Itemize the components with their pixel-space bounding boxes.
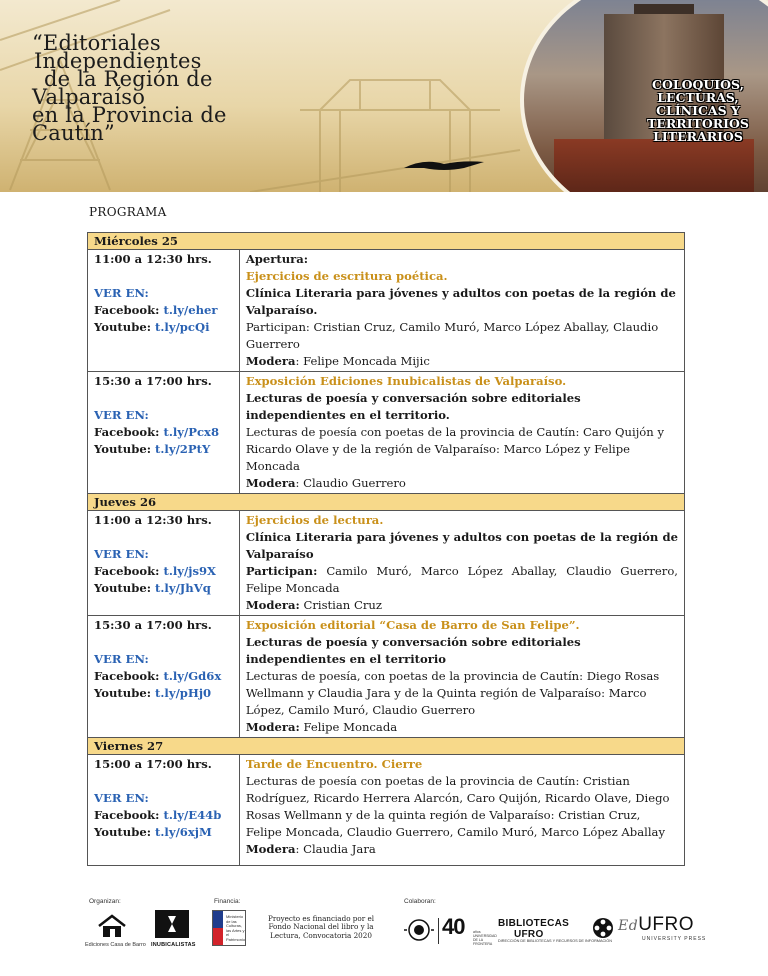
organizan-label: Organizan: [89, 898, 121, 905]
title-line: en la Provincia de [32, 103, 227, 127]
title-line: “Editoriales [32, 31, 161, 55]
title-line: Independientes [34, 49, 202, 73]
ufro-press-logo [618, 914, 694, 936]
ver-en-label: VER EN: [94, 547, 149, 561]
session-time-cell [88, 511, 240, 616]
bibliotecas-ufro-logo [498, 918, 569, 940]
facebook-label: Facebook: [94, 808, 160, 822]
moderator-name: Felipe Moncada [299, 720, 398, 734]
session-time: 15:00 a 17:00 hrs. [94, 757, 212, 771]
moderator-name: : Claudia Jara [295, 842, 376, 856]
facebook-link[interactable]: t.ly/E44b [163, 808, 222, 822]
session-participants: Lecturas de poesía, con poetas de la provincia de Cautín: Diego Rosas Wellmann y Claudia Jara y de la Quinta región de Valparaíso: Marco López, Camilo Muró, Claudio Guerrero [245, 669, 660, 717]
photo-caption-line: TERRITORIOS [647, 116, 749, 131]
day-label: Viernes 27 [88, 738, 685, 755]
photo-caption-line: CLÍNICAS Y [656, 103, 740, 118]
photo-caption [640, 78, 756, 143]
session-time-cell [88, 616, 240, 738]
bibliotecas-caption: DIRECCIÓN DE BIBLIOTECAS Y RECURSOS DE INFORMACIÓN [498, 939, 612, 943]
ver-en-label: VER EN: [94, 286, 149, 300]
bibliotecas-line: BIBLIOTECAS [498, 918, 570, 929]
table-row [88, 372, 685, 494]
session-participants: Participan: Cristian Cruz, Camilo Muró, Marco López Aballay, Claudio Guerrero [245, 320, 659, 351]
session-event: Exposición Ediciones Inubicalistas de Valparaíso. [245, 374, 567, 388]
moderator-label: Modera [245, 842, 296, 856]
inubicalistas-caption: INUBICALISTAS [151, 942, 196, 948]
colaboran-label: Colaboran: [404, 898, 436, 905]
day-row [88, 738, 685, 755]
funding-note: Proyecto es financiado por el Fondo Nacional del libro y la Lectura, Convocatoria 2020 [267, 914, 375, 940]
footer-logos [0, 890, 768, 976]
day-row [88, 494, 685, 511]
session-subtitle: Lecturas de poesía y conversación sobre editoriales independientes en el territorio. [245, 391, 581, 422]
facebook-label: Facebook: [94, 669, 160, 683]
programa-label: PROGRAMA [89, 205, 167, 219]
youtube-label: Youtube: [94, 320, 151, 334]
photo-caption-line: LECTURAS, [657, 90, 739, 105]
facebook-link[interactable]: t.ly/js9X [163, 564, 217, 578]
session-heading: Apertura: [245, 252, 309, 266]
cuarenta-anos-caption: años UNIVERSIDAD DE LA FRONTERA [473, 930, 497, 946]
ed-prefix: Ed [618, 918, 639, 934]
ver-en-label: VER EN: [94, 791, 149, 805]
cuarenta-anos-logo: 40 [442, 914, 465, 939]
table-row [88, 511, 685, 616]
moderator-name: : Claudio Guerrero [295, 476, 406, 490]
event-title [32, 31, 332, 145]
ufro-name: UFRO [638, 914, 695, 935]
table-row [88, 616, 685, 738]
bibliotecas-line: UFRO [514, 929, 544, 940]
moderator-name: : Felipe Moncada Mijic [295, 354, 430, 368]
session-event: Ejercicios de escritura poética. [245, 269, 448, 283]
youtube-label: Youtube: [94, 825, 151, 839]
session-participants: Lecturas de poesía con poetas de la provincia de Cautín: Cristian Rodríguez, Ricardo Herrera Alarcón, Caro Quijón, Ricardo Olave, Diego Rosas Wellmann y de la quinta región de Valparaíso: Cristian Cruz, Felipe Moncada, Claudio Guerrero, Camilo Muró, Marco López Aballay [245, 774, 670, 839]
session-detail-cell [239, 511, 684, 616]
facebook-link[interactable]: t.ly/eher [163, 303, 218, 317]
flying-figure-icon [404, 156, 484, 172]
ver-en-label: VER EN: [94, 408, 149, 422]
session-detail-cell [239, 755, 684, 866]
session-time-cell [88, 250, 240, 372]
session-detail-cell [239, 616, 684, 738]
session-event: Tarde de Encuentro. Cierre [245, 757, 423, 771]
casa-de-barro-logo-icon [97, 914, 127, 938]
moderator-name: Cristian Cruz [299, 598, 382, 612]
youtube-link[interactable]: t.ly/JhVq [155, 581, 211, 595]
ufro-press-icon [592, 917, 614, 939]
participants-label: Participan: [245, 564, 318, 578]
session-subtitle: Lecturas de poesía y conversación sobre editoriales independientes en el territorio [245, 635, 581, 666]
session-time-cell [88, 755, 240, 866]
title-line: Valparaíso [32, 85, 146, 109]
session-event: Ejercicios de lectura. [245, 513, 384, 527]
university-crest-icon [404, 918, 434, 942]
photo-caption-line: LITERARIOS [653, 129, 743, 144]
session-detail-cell [239, 372, 684, 494]
day-row [88, 233, 685, 250]
table-row [88, 250, 685, 372]
youtube-link[interactable]: t.ly/pHj0 [155, 686, 212, 700]
youtube-link[interactable]: t.ly/6xjM [155, 825, 212, 839]
moderator-label: Modera [245, 354, 296, 368]
facebook-link[interactable]: t.ly/Gd6x [163, 669, 222, 683]
moderator-label: Modera: [245, 720, 300, 734]
program-table [87, 232, 685, 866]
financia-label: Financia: [214, 898, 241, 905]
youtube-link[interactable]: t.ly/2PtY [155, 442, 211, 456]
session-time-cell [88, 372, 240, 494]
facebook-label: Facebook: [94, 303, 160, 317]
moderator-label: Modera: [245, 598, 300, 612]
facebook-link[interactable]: t.ly/Pcx8 [163, 425, 220, 439]
session-event: Exposición editorial “Casa de Barro de San Felipe”. [245, 618, 580, 632]
session-detail-cell [239, 250, 684, 372]
casa-de-barro-caption: Ediciones Casa de Barro [85, 942, 146, 948]
gobierno-logo [212, 910, 246, 946]
gobierno-text: Ministerio de las Culturas, las Artes y el Patrimonio [226, 914, 246, 942]
session-participants: Camilo Muró, Marco López Aballay, Claudio Guerrero, Felipe Moncada [245, 564, 678, 595]
ver-en-label: VER EN: [94, 652, 149, 666]
inubicalistas-logo-icon [155, 910, 189, 938]
youtube-label: Youtube: [94, 686, 151, 700]
session-time: 11:00 a 12:30 hrs. [94, 252, 212, 266]
session-participants: Lecturas de poesía con poetas de la provincia de Cautín: Caro Quijón y Ricardo Olave y de la región de Valparaíso: Marco López y Felipe Moncada [245, 425, 664, 473]
session-subtitle: Clínica Literaria para jóvenes y adultos con poetas de la región de Valparaíso. [245, 286, 676, 317]
youtube-label: Youtube: [94, 442, 151, 456]
moderator-label: Modera [245, 476, 296, 490]
divider [438, 918, 439, 944]
session-time: 11:00 a 12:30 hrs. [94, 513, 212, 527]
photo-caption-line: COLOQUIOS, [652, 77, 744, 92]
session-time: 15:30 a 17:00 hrs. [94, 374, 212, 388]
header-banner [0, 0, 768, 192]
title-line: Cautín” [32, 121, 115, 145]
ufro-press-caption: UNIVERSITY PRESS [642, 936, 707, 942]
facebook-label: Facebook: [94, 564, 160, 578]
table-row [88, 755, 685, 866]
title-line: de la Región de [44, 67, 213, 91]
day-label: Jueves 26 [88, 494, 685, 511]
day-label: Miércoles 25 [88, 233, 685, 250]
facebook-label: Facebook: [94, 425, 160, 439]
session-subtitle: Clínica Literaria para jóvenes y adultos con poetas de la región de Valparaíso [245, 530, 678, 561]
session-time: 15:30 a 17:00 hrs. [94, 618, 212, 632]
youtube-label: Youtube: [94, 581, 151, 595]
youtube-link[interactable]: t.ly/pcQi [155, 320, 210, 334]
